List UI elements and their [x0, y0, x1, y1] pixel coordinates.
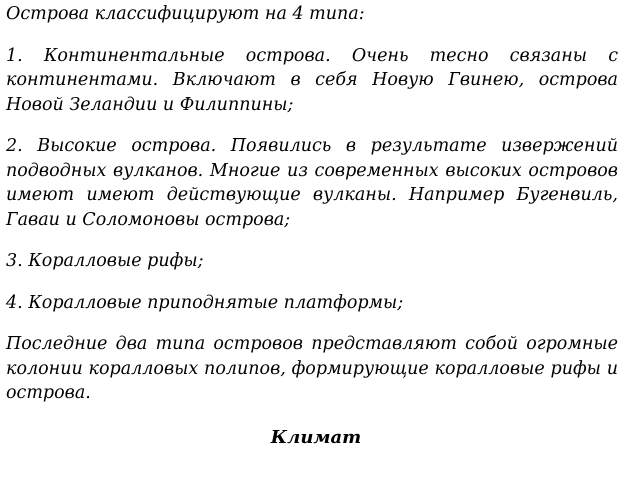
document-body: [6, 2, 618, 450]
list-item-coral-reefs: 3. Коралловые рифы;: [6, 251, 204, 271]
closing-paragraph: Последние два типа островов представляют собой огромные колонии коралловых полипов, формирующие коралловые рифы и острова.: [6, 334, 618, 403]
list-item-coral-platforms: 4. Коралловые приподнятые платформы;: [6, 292, 404, 313]
section-heading: Климат: [270, 426, 362, 448]
intro-paragraph: Острова классифицируют на 4 типа:: [6, 4, 365, 24]
list-item-continental: 1. Континентальные острова. Очень тесно связаны с континентами. Включают в себя Новую Гвинею, острова Новой Зеландии и Филиппины;: [6, 45, 618, 115]
list-item-high-islands: 2. Высокие острова. Появились в результате извержений подводных вулканов. Многие из современных высоких островов имеют имеют действующие вулканы. Например Бугенвиль, Гаваи и Соломоновы острова;: [6, 136, 618, 230]
